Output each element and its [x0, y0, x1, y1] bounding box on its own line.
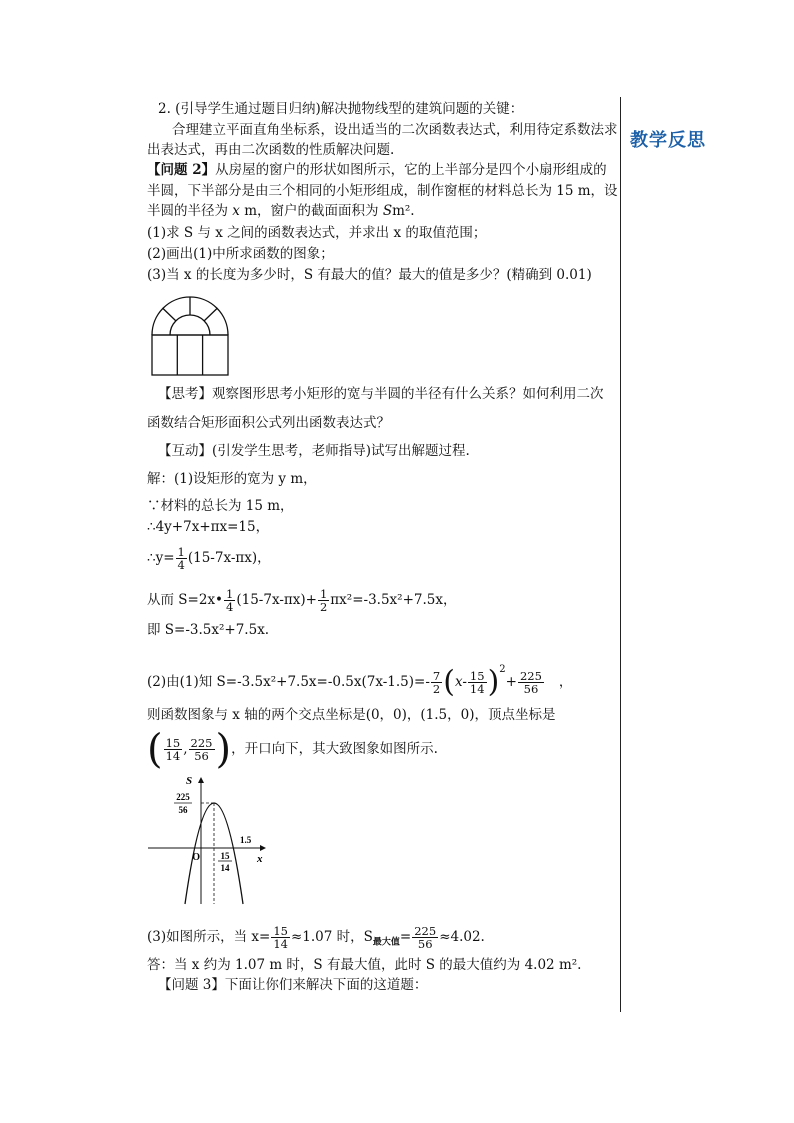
question2-label: 【问题 2】	[147, 162, 216, 178]
answer-line: 答：当 x 约为 1.07 m 时，S 有最大值，此时 S 的最大值约为 4.02 m².	[147, 957, 582, 973]
solution-step10: (3)如图所示，当 x= $\frac{15}{14}$ ≈1.07 时，$S_{最大值}=$ $\frac{225}{56}$ ≈4.02.	[147, 924, 485, 951]
solution-step2: ∵材料的总长为 15 m，	[147, 498, 294, 514]
ymax-denominator: 56	[178, 805, 188, 815]
think-line2: 函数结合矩形面积公式列出函数表达式？	[147, 415, 390, 431]
window-figure	[150, 293, 230, 378]
solution-step1: 解：(1)设矩形的宽为 y m，	[147, 471, 317, 487]
vertex-x-fraction: $\frac{15}{14}$	[165, 736, 181, 763]
solution-step8: 则函数图象与 x 轴的两个交点坐标是(0，0)，(1.5，0)，顶点坐标是	[147, 707, 556, 723]
vertex-y-fraction: $\frac{225}{56}$	[190, 736, 213, 763]
xv-denominator: 14	[220, 863, 230, 873]
fraction-15-14: $\frac{15}{14}$	[469, 669, 485, 696]
fraction-225-56: $\frac{225}{56}$	[519, 669, 542, 696]
solution-step6: 即 S=-3.5x²+7.5x.	[147, 622, 270, 638]
fraction-seven-half: $\frac{7}{2}$	[432, 669, 441, 696]
fraction-quarter: $\frac{1}{4}$	[177, 545, 185, 572]
interaction-line: 【互动】(引发学生思考，老师指导)试写出解题过程.	[158, 443, 470, 459]
inner-arc	[170, 315, 210, 335]
xv-numerator: 15	[220, 851, 230, 861]
root-label: 1.5	[240, 835, 252, 845]
para-method-2: 出表达式，再由二次函数的性质解决问题.	[147, 142, 395, 158]
column-divider	[620, 97, 621, 1012]
parabola-graph	[145, 772, 275, 912]
question2-line3: 半圆的半径为 x m，窗户的截面面积为 Sm².	[147, 203, 415, 219]
subquestion-3: (3)当 x 的长度为多少时，S 有最大的值？最大的值是多少？(精确到 0.01)	[147, 267, 592, 283]
solution-step5: 从而 S=2x• $\frac{1}{4}$ (15-7x-πx)+ $\frac{1}{2}$ πx²=-3.5x²+7.5x，	[147, 587, 457, 614]
para-key-points: 2. (引导学生通过题目归纳)解决抛物线型的建筑问题的关键：	[158, 101, 524, 117]
x-axis-label: x	[257, 853, 263, 865]
x-max-fraction: $\frac{15}{14}$	[273, 924, 288, 951]
y-axis-label: S	[186, 775, 193, 787]
think-line1: 【思考】观察图形思考小矩形的宽与半圆的半径有什么关系？如何利用二次	[158, 386, 604, 402]
question3-line: 【问题 3】下面让你们来解决下面的这道题：	[158, 977, 428, 993]
solution-step3: ∴4y+7x+πx=15，	[147, 519, 270, 535]
fraction-quarter-2: $\frac{1}{4}$	[226, 587, 234, 614]
origin-label: O	[192, 852, 200, 863]
subquestion-2: (2)画出(1)中所求函数的图象；	[147, 246, 334, 262]
sector-divider-right	[204, 308, 218, 321]
solution-step7: (2)由(1)知 S=-3.5x²+7.5x=-0.5x(7x-1.5)=- $\frac{7}{2}$ (x- $\frac{15}{14}$ )$^2$+ $\frac{225}{56}$ ，	[147, 664, 573, 700]
solution-step9: ( $\frac{15}{14}$ , $\frac{225}{56}$ )，开口向下，其大致图象如图所示.	[147, 726, 438, 773]
solution-step4: ∴y= $\frac{1}{4}$ (15-7x-πx)，	[147, 545, 271, 572]
lower-frame	[152, 335, 228, 375]
fraction-half: $\frac{1}{2}$	[319, 587, 328, 614]
reflection-heading: 教学反思	[630, 130, 706, 151]
para-method-1: 合理建立平面直角坐标系，设出适当的二次函数表达式，利用待定系数法求	[172, 122, 618, 138]
question2-line2: 半圆，下半部分是由三个相同的小矩形组成，制作窗框的材料总长为 15 m，设	[147, 183, 618, 199]
subquestion-1: (1)求 S 与 x 之间的函数表达式，并求出 x 的取值范围；	[147, 225, 487, 241]
question2-line1: 【问题 2】从房屋的窗户的形状如图所示，它的上半部分是四个小扇形组成的	[147, 162, 607, 178]
sector-divider-left	[163, 308, 177, 321]
s-max-fraction: $\frac{225}{56}$	[414, 924, 437, 951]
ymax-numerator: 225	[176, 792, 190, 802]
